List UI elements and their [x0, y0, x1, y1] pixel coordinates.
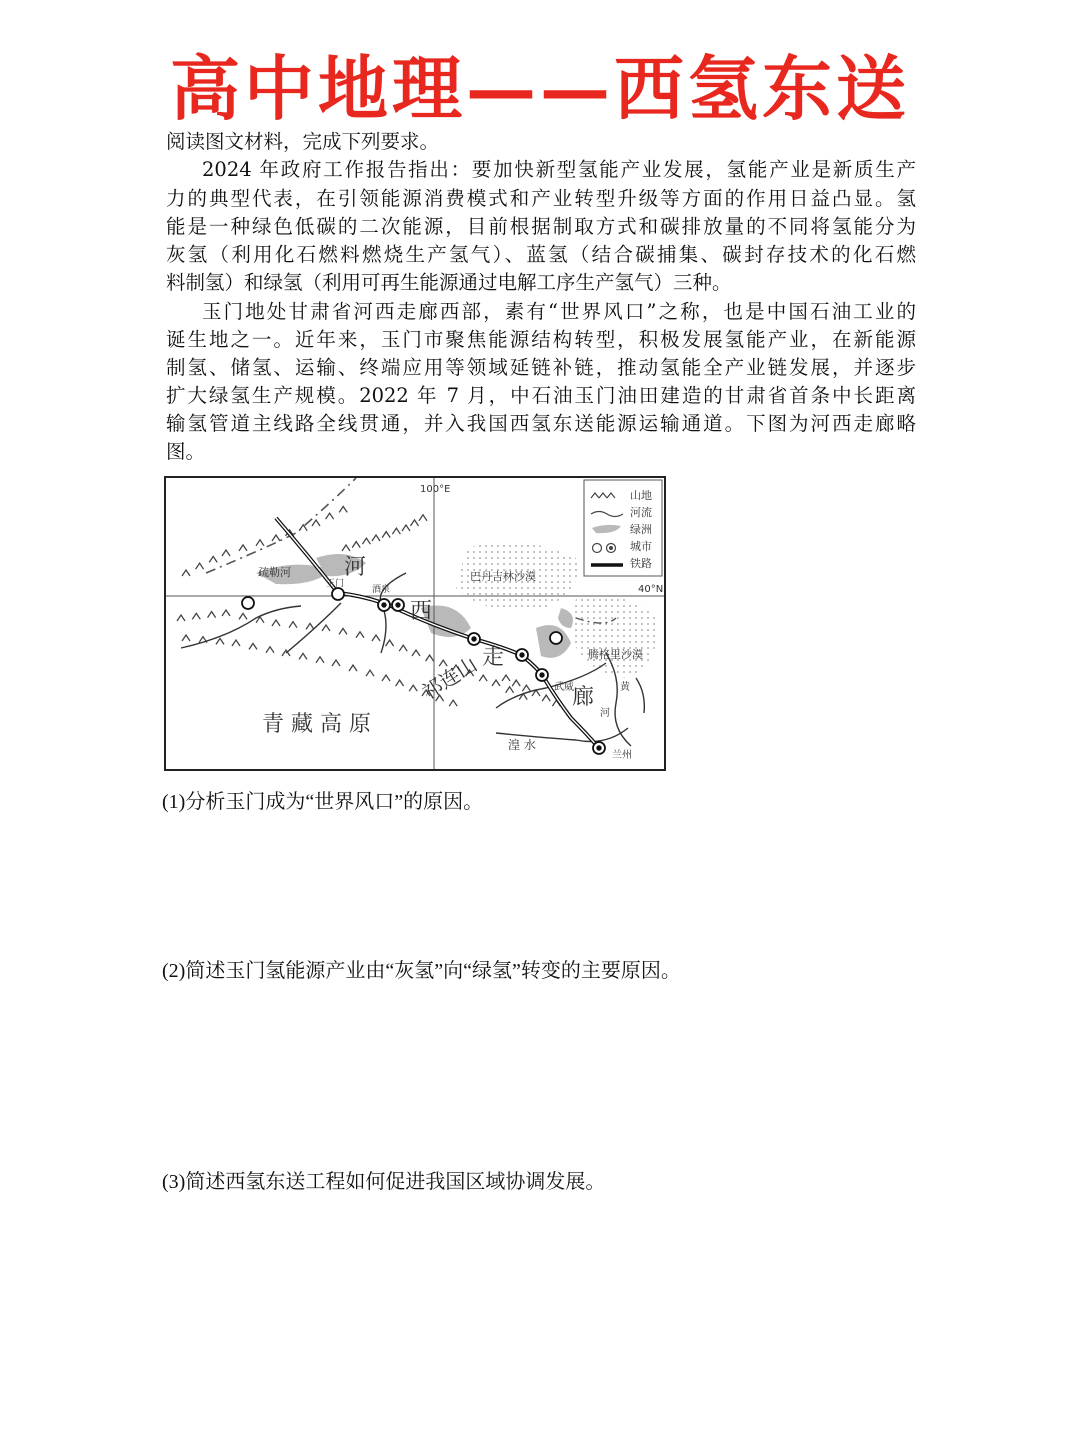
- question-3: (3)简述西氢东送工程如何促进我国区域协调发展。: [162, 1171, 606, 1193]
- corridor-label-char: 西: [410, 599, 433, 624]
- mountain-symbol: [182, 570, 190, 576]
- mountain-symbol: [512, 680, 520, 686]
- qilian-mountains-label: 祁连山: [417, 652, 482, 705]
- qinghai-tibet-plateau-label: 青 藏 高 原: [262, 712, 371, 737]
- page-title: 高中地理——西氢东送: [170, 47, 910, 130]
- mountain-symbol: [419, 515, 427, 521]
- wuwei-label: 武威: [554, 682, 574, 693]
- mountain-symbol: [386, 640, 394, 646]
- mountain-symbol: [411, 520, 419, 526]
- mountain-symbol: [326, 513, 334, 519]
- mountain-symbol: [412, 650, 420, 656]
- mountain-symbol: [222, 550, 230, 556]
- mountain-symbol: [506, 687, 514, 693]
- corridor-label-char: 河: [344, 555, 367, 580]
- yellow-river-label: 河: [600, 708, 610, 719]
- paragraph2-line: 输氢管道主线路全线贯通，并入我国西氢东送能源运输通道。下图为河西走廊略: [166, 412, 916, 435]
- corridor-label-char: 走: [482, 645, 505, 670]
- mountain-symbol: [209, 556, 217, 562]
- city-marker: [242, 597, 254, 609]
- mountain-symbol: [239, 545, 247, 551]
- intro-text: 阅读图文材料，完成下列要求。: [166, 130, 440, 153]
- legend-label: 绿洲: [630, 523, 652, 536]
- mountain-symbol: [396, 680, 404, 686]
- mountain-symbol: [502, 675, 510, 681]
- mountain-symbol: [306, 623, 314, 629]
- paragraph2-line: 图。: [166, 440, 206, 463]
- mountain-symbol: [322, 625, 330, 631]
- mountain-symbol: [232, 640, 240, 646]
- mountain-symbol: [372, 535, 380, 541]
- legend-label: 河流: [630, 506, 652, 519]
- mountain-symbol: [492, 680, 500, 686]
- mountain-symbol: [479, 675, 487, 681]
- mountain-symbol: [372, 635, 380, 641]
- mountain-symbol: [299, 653, 307, 659]
- mountain-symbol: [222, 610, 230, 616]
- mountain-symbol: [177, 615, 185, 621]
- mountain-symbol: [272, 620, 280, 626]
- huangshui-label: 湟 水: [508, 738, 536, 752]
- mountain-symbol: [392, 528, 400, 534]
- mountain-symbol: [366, 670, 374, 676]
- mountain-symbol: [339, 628, 347, 634]
- paragraph1-line: 料制氢）和绿氢（利用可再生能源通过电解工序生产氢气）三种。: [166, 271, 732, 294]
- mountain-symbol: [272, 535, 280, 541]
- shule-river-label: 疏勒河: [258, 566, 291, 579]
- paragraph1-line: 力的典型代表，在引领能源消费模式和产业转型升级等方面的作用日益凸显。氢: [166, 187, 916, 210]
- paragraph1-line: 灰氢（利用化石燃料燃烧生产氢气）、蓝氢（结合碳捕集、碳封存技术的化石燃: [166, 243, 916, 266]
- mountain-symbol: [196, 563, 204, 569]
- longitude-label: 100°E: [420, 484, 451, 495]
- mountain-symbol: [349, 665, 357, 671]
- question-2: (2)简述玉门氢能源产业由“灰氢”向“绿氢”转变的主要原因。: [162, 960, 681, 982]
- paragraph2-line: 诞生地之一。近年来，玉门市聚焦能源结构转型，积极发展氢能产业，在新能源: [166, 328, 916, 351]
- mountain-symbol: [522, 685, 530, 691]
- mountain-symbol: [312, 520, 320, 526]
- hexi-corridor-map: [164, 476, 666, 771]
- corridor-label-char: 廊: [572, 685, 595, 710]
- paragraph1-line: 能是一种绿色低碳的二次能源，目前根据制取方式和碳排放量的不同将氢能分为: [166, 215, 916, 238]
- mountain-symbol: [316, 657, 324, 663]
- tengger-label: 腾格里沙漠: [588, 648, 643, 661]
- mountain-symbol: [382, 532, 390, 538]
- question-1: (1)分析玉门成为“世界风口”的原因。: [162, 791, 484, 813]
- paragraph2-line: 玉门地处甘肃省河西走廊西部，素有“世界风口”之称，也是中国石油工业的: [202, 300, 916, 323]
- mountain-symbol: [426, 655, 434, 661]
- yellow-river-label: 黄: [620, 682, 630, 693]
- yumen-label: 玉门: [326, 579, 345, 589]
- mountain-symbol: [266, 647, 274, 653]
- tengger-desert: [571, 596, 657, 679]
- mountain-symbol: [332, 660, 340, 666]
- legend-label: 城市: [630, 540, 652, 553]
- mountain-symbol: [216, 638, 224, 644]
- paragraph1-line: 2024 年政府工作报告指出：要加快新型氢能产业发展，氢能产业是新质生产: [202, 158, 916, 181]
- oasis: [558, 608, 573, 628]
- city-marker: [550, 632, 562, 644]
- lanzhou-label: 兰州: [612, 750, 632, 761]
- mountain-symbol: [362, 538, 370, 544]
- mountain-symbol: [409, 685, 417, 691]
- mountain-symbol: [249, 643, 257, 649]
- legend-label: 铁路: [630, 557, 652, 570]
- badain-jaran-label: 巴丹吉林沙漠: [470, 570, 536, 583]
- mountain-symbol: [342, 545, 350, 551]
- mountain-symbol: [449, 700, 457, 706]
- legend-label: 山地: [630, 489, 652, 502]
- mountain-symbol: [382, 675, 390, 681]
- mountain-symbol: [182, 635, 190, 641]
- paragraph2-line: 扩大绿氢生产规模。2022 年 7 月，中石油玉门油田建造的甘肃省首条中长距离: [166, 384, 916, 407]
- jiuquan-label: 酒泉: [372, 585, 391, 595]
- paragraph2-line: 制氢、储氢、运输、终端应用等领域延链补链，推动氢能全产业链发展，并逐步: [166, 356, 916, 379]
- mountain-symbol: [339, 506, 347, 512]
- mountain-symbol: [542, 695, 550, 701]
- mountain-symbol: [402, 525, 410, 531]
- latitude-label: 40°N: [638, 584, 664, 595]
- mountain-symbol: [239, 613, 247, 619]
- mountain-symbol: [399, 645, 407, 651]
- mountain-symbol: [256, 540, 264, 546]
- mountain-symbol: [289, 622, 297, 628]
- mountain-symbol: [208, 612, 216, 618]
- mountain-symbol: [352, 542, 360, 548]
- mountain-symbol: [356, 632, 364, 638]
- mountain-symbol: [192, 613, 200, 619]
- yumen-city-marker: [332, 588, 344, 600]
